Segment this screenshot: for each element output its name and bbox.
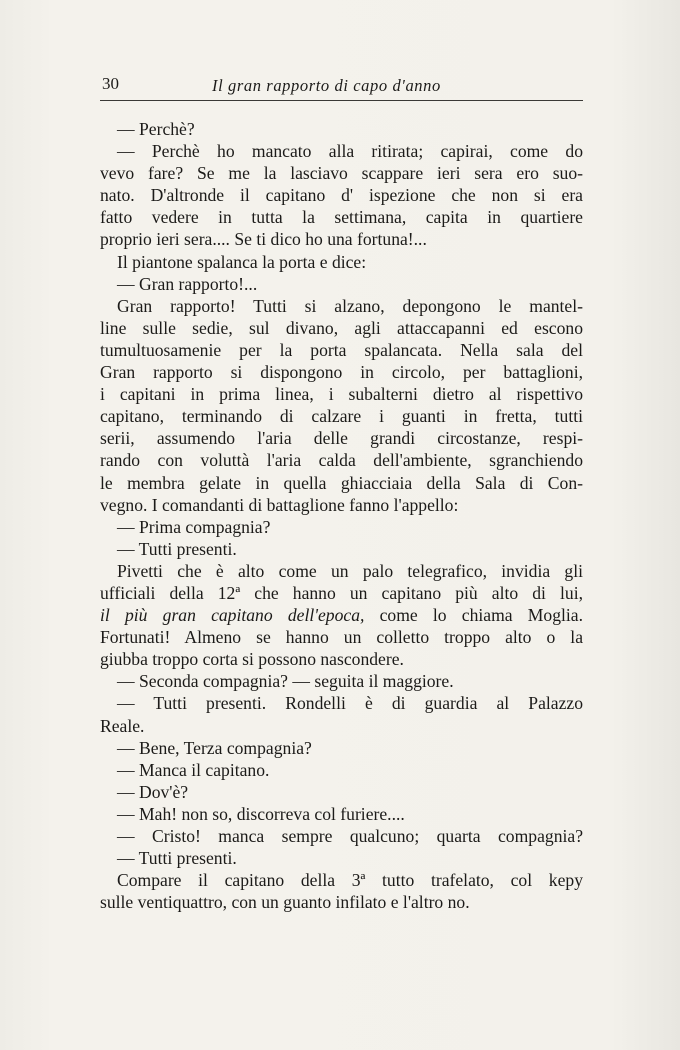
text-line: vevo fare? Se me la lasciavo scappare ieri sera ero suo-	[100, 163, 583, 184]
text-line: nato. D'altronde il capitano d' ispezione che non si era	[100, 185, 583, 206]
text-line: — Perchè?	[117, 119, 195, 139]
text-line: — Gran rapporto!...	[117, 273, 258, 294]
text-line: capitano, terminando di calzare i guanti in fretta, tutti	[100, 406, 583, 427]
text-line: — Cristo! manca sempre qualcuno; quarta compagnia?	[117, 826, 583, 846]
text-line: — Manca il capitano.	[117, 759, 270, 780]
page-header	[100, 74, 583, 101]
text-line: — Mah! non so, discorreva col furiere....	[117, 803, 405, 824]
text-line: le membra gelate in quella ghiacciaia della Sala di Con-	[100, 472, 583, 493]
text-line: — Tutti presenti.	[117, 848, 237, 869]
page-number: 30	[102, 74, 119, 93]
text-line: ufficiali della 12ª che hanno un capitano più alto di lui,	[100, 582, 583, 603]
text-line: — Tutti presenti. Rondelli è di guardia al Palazzo	[117, 693, 583, 714]
text-line: giubba troppo corta si possono nascondere.	[100, 649, 404, 670]
running-title: Il gran rapporto di capo d'anno	[212, 76, 441, 95]
text-line: — Tutti presenti.	[117, 538, 237, 559]
text-line: — Perchè ho mancato alla ritirata; capirai, come do	[117, 141, 583, 162]
text-line: i capitani in prima linea, i subalterni dietro al rispettivo	[100, 384, 583, 405]
text-line: — Seconda compagnia? — seguita il maggiore.	[117, 671, 454, 692]
text-line: Gran rapporto si dispongono in circolo, per battaglioni,	[100, 362, 583, 383]
text-line: Il piantone spalanca la porta e dice:	[117, 251, 367, 272]
text-fragment: come lo chiama Moglia.	[364, 605, 583, 626]
text-line: Fortunati! Almeno se hanno un colletto troppo alto o la	[100, 627, 583, 648]
text-line: tumultuosamenie per la porta spalancata. Nella sala del	[100, 339, 583, 360]
text-line: — Dov'è?	[117, 781, 189, 802]
text-line: vegno. I comandanti di battaglione fanno l'appello:	[100, 494, 459, 515]
text-line: serii, assumendo l'aria delle grandi circostanze, respi-	[100, 428, 583, 449]
text-line: proprio ieri sera.... Se ti dico ho una fortuna!...	[100, 229, 427, 250]
text-line: Gran rapporto! Tutti si alzano, depongono le mantel-	[117, 295, 583, 316]
text-line: Pivetti che è alto come un palo telegrafico, invidia gli	[117, 560, 583, 581]
text-line: sulle ventiquattro, con un guanto infilato e l'altro no.	[100, 892, 470, 913]
text-line: — Bene, Terza compagnia?	[117, 737, 312, 758]
text-line: rando con voluttà l'aria calda dell'ambiente, sgranchiendo	[100, 450, 583, 471]
text-line: line sulle sedie, sul divano, agli attaccapanni ed escono	[100, 317, 583, 338]
body-text	[100, 118, 583, 913]
text-line: — Prima compagnia?	[117, 516, 271, 537]
text-line: Reale.	[100, 715, 145, 736]
text-line: fatto vedere in tutta la settimana, capita in quartiere	[100, 207, 583, 228]
text-line: Compare il capitano della 3ª tutto trafelato, col kepy	[117, 870, 583, 891]
italic-phrase: il più gran capitano dell'epoca,	[100, 605, 365, 626]
text-line	[100, 604, 583, 626]
